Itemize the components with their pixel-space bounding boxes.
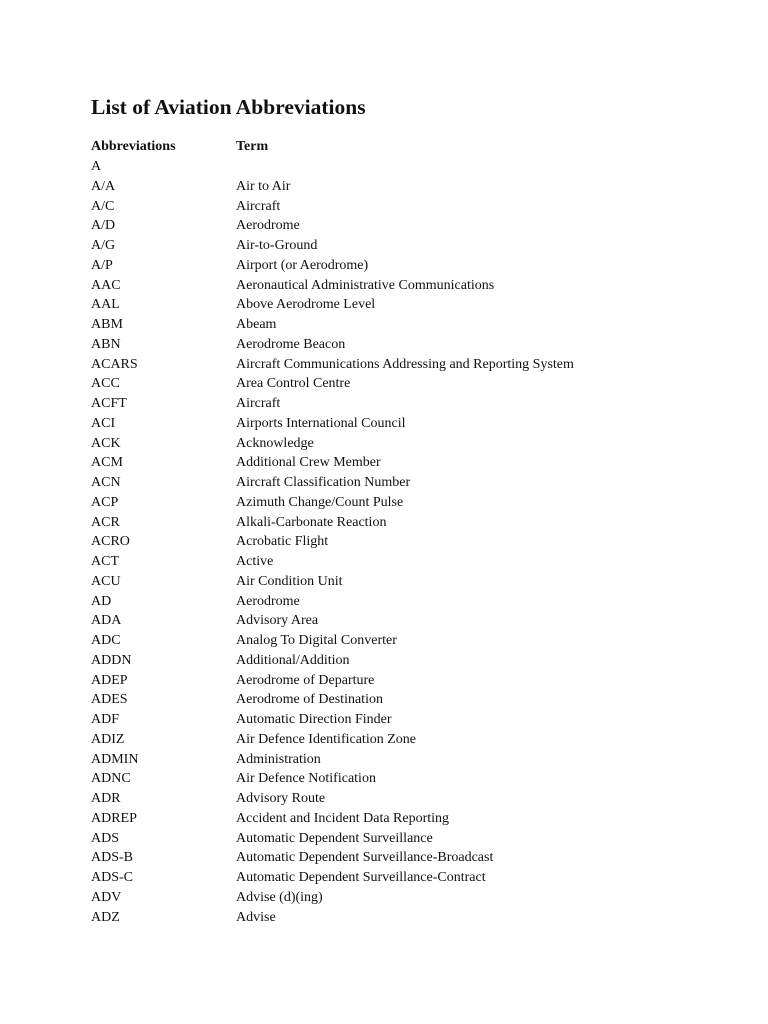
abbreviation-list bbox=[91, 157, 711, 927]
term-cell: Additional/Addition bbox=[236, 652, 350, 668]
table-row bbox=[91, 631, 711, 651]
abbreviation-cell: ACRO bbox=[91, 534, 130, 550]
column-header-abbreviations: Abbreviations bbox=[91, 139, 176, 154]
table-row bbox=[91, 789, 711, 809]
term-cell: Aircraft Classification Number bbox=[236, 475, 411, 490]
term-cell: Advise bbox=[236, 909, 276, 925]
abbreviation-cell: ADIZ bbox=[91, 731, 125, 747]
abbreviation-cell: ACP bbox=[91, 494, 119, 510]
abbreviation-cell: A/D bbox=[91, 218, 116, 234]
column-header-term: Term bbox=[236, 139, 269, 154]
term-cell: Area Control Centre bbox=[236, 376, 351, 392]
term-cell: Advise (d)(ing) bbox=[236, 889, 323, 905]
abbreviation-cell: ADR bbox=[91, 791, 121, 806]
table-row bbox=[91, 513, 711, 533]
term-cell: Abeam bbox=[236, 317, 277, 332]
table-row bbox=[91, 572, 711, 592]
abbreviation-cell: A/G bbox=[91, 238, 116, 253]
abbreviation-cell: ADDN bbox=[91, 652, 132, 668]
abbreviation-cell: ACU bbox=[91, 573, 121, 589]
table-row bbox=[91, 276, 711, 296]
table-header bbox=[91, 137, 711, 157]
table-row bbox=[91, 177, 711, 197]
abbreviation-cell: ACM bbox=[91, 455, 123, 471]
abbreviation-cell: ABM bbox=[91, 317, 123, 332]
table-row bbox=[91, 434, 711, 454]
abbreviation-cell: A/C bbox=[91, 198, 115, 214]
table-row bbox=[91, 295, 711, 315]
abbreviation-cell: ADREP bbox=[91, 810, 137, 826]
term-cell: Air Defence Notification bbox=[236, 771, 376, 787]
abbreviation-cell: ACN bbox=[91, 475, 121, 490]
abbreviation-cell: ADS bbox=[91, 830, 120, 846]
table-row bbox=[91, 848, 711, 868]
table-row bbox=[91, 394, 711, 414]
table-row bbox=[91, 414, 711, 434]
term-cell: Advisory Route bbox=[236, 791, 326, 806]
table-row bbox=[91, 690, 711, 710]
abbreviation-cell: ADMIN bbox=[91, 751, 139, 767]
term-cell: Acrobatic Flight bbox=[236, 534, 329, 550]
abbreviation-cell: ADS-B bbox=[91, 850, 134, 866]
term-cell: Automatic Dependent Surveillance-Broadcast bbox=[236, 850, 494, 866]
term-cell: Acknowledge bbox=[236, 435, 314, 451]
abbreviation-cell: ACK bbox=[91, 435, 121, 451]
table-row bbox=[91, 315, 711, 335]
term-cell: Automatic Direction Finder bbox=[236, 712, 392, 727]
term-cell: Automatic Dependent Surveillance-Contract bbox=[236, 870, 486, 885]
term-cell: Administration bbox=[236, 751, 321, 767]
term-cell: Alkali-Carbonate Reaction bbox=[236, 514, 387, 530]
table-row bbox=[91, 473, 711, 493]
table-row bbox=[91, 611, 711, 631]
term-cell: Aerodrome Beacon bbox=[236, 336, 346, 352]
term-cell: Aircraft bbox=[236, 198, 281, 214]
table-row bbox=[91, 809, 711, 829]
term-cell: Active bbox=[236, 554, 274, 569]
term-cell: Above Aerodrome Level bbox=[236, 297, 376, 313]
table-row bbox=[91, 197, 711, 217]
term-cell: Aerodrome of Destination bbox=[236, 692, 383, 708]
table-row bbox=[91, 651, 711, 671]
table-row bbox=[91, 592, 711, 612]
table-row bbox=[91, 769, 711, 789]
abbreviation-cell: ABN bbox=[91, 336, 121, 352]
document-page bbox=[91, 92, 711, 927]
abbreviation-cell: ACT bbox=[91, 554, 119, 569]
abbreviation-cell: ACARS bbox=[91, 356, 138, 372]
table-row bbox=[91, 453, 711, 473]
table-row bbox=[91, 256, 711, 276]
term-cell: Azimuth Change/Count Pulse bbox=[236, 494, 404, 510]
term-cell: Advisory Area bbox=[236, 613, 319, 629]
abbreviation-cell: ACC bbox=[91, 376, 120, 392]
abbreviation-cell: ADNC bbox=[91, 771, 131, 787]
term-cell: Aeronautical Administrative Communications bbox=[236, 277, 495, 293]
abbreviation-cell: A/P bbox=[91, 257, 113, 273]
abbreviation-cell: ADV bbox=[91, 889, 122, 905]
term-cell: Air to Air bbox=[236, 178, 291, 194]
abbreviation-cell: AD bbox=[91, 593, 112, 609]
table-row bbox=[91, 671, 711, 691]
table-row bbox=[91, 908, 711, 928]
abbreviation-cell: ADC bbox=[91, 633, 121, 648]
abbreviation-cell: A/A bbox=[91, 178, 116, 194]
table-row bbox=[91, 374, 711, 394]
table-row bbox=[91, 888, 711, 908]
term-cell: Automatic Dependent Surveillance bbox=[236, 830, 433, 846]
term-cell: Analog To Digital Converter bbox=[236, 633, 397, 648]
abbreviation-cell: A bbox=[91, 159, 102, 174]
abbreviation-cell: AAC bbox=[91, 277, 121, 293]
abbreviation-cell: ADEP bbox=[91, 672, 128, 688]
table-row bbox=[91, 868, 711, 888]
term-cell: Airport (or Aerodrome) bbox=[236, 257, 369, 273]
term-cell: Accident and Incident Data Reporting bbox=[236, 810, 450, 826]
abbreviation-cell: ADZ bbox=[91, 909, 120, 925]
table-row bbox=[91, 236, 711, 256]
abbreviation-cell: ACR bbox=[91, 514, 120, 530]
table-row bbox=[91, 335, 711, 355]
term-cell: Aircraft Communications Addressing and Reporting System bbox=[236, 356, 574, 372]
term-cell: Air-to-Ground bbox=[236, 238, 318, 253]
table-row bbox=[91, 730, 711, 750]
abbreviation-cell: AAL bbox=[91, 297, 120, 313]
term-cell: Airports International Council bbox=[236, 415, 406, 431]
abbreviation-cell: ADS-C bbox=[91, 870, 134, 885]
term-cell: Aerodrome bbox=[236, 593, 300, 609]
abbreviation-cell: ADES bbox=[91, 692, 128, 708]
table-row bbox=[91, 552, 711, 572]
abbreviation-cell: ADA bbox=[91, 613, 122, 629]
term-cell bbox=[236, 157, 711, 177]
table-row bbox=[91, 829, 711, 849]
abbreviation-cell: ACI bbox=[91, 415, 116, 431]
table-row bbox=[91, 355, 711, 375]
term-cell: Aircraft bbox=[236, 396, 281, 411]
term-cell: Aerodrome bbox=[236, 218, 300, 234]
abbreviation-cell: ADF bbox=[91, 712, 120, 727]
term-cell: Air Condition Unit bbox=[236, 573, 343, 589]
table-row bbox=[91, 493, 711, 513]
table-row bbox=[91, 216, 711, 236]
term-cell: Air Defence Identification Zone bbox=[236, 731, 416, 747]
abbreviation-cell: ACFT bbox=[91, 396, 127, 411]
page-title: List of Aviation Abbreviations bbox=[91, 95, 366, 119]
table-row bbox=[91, 532, 711, 552]
term-cell: Additional Crew Member bbox=[236, 455, 381, 471]
table-row bbox=[91, 750, 711, 770]
table-row bbox=[91, 157, 711, 177]
term-cell: Aerodrome of Departure bbox=[236, 672, 375, 688]
table-row bbox=[91, 710, 711, 730]
